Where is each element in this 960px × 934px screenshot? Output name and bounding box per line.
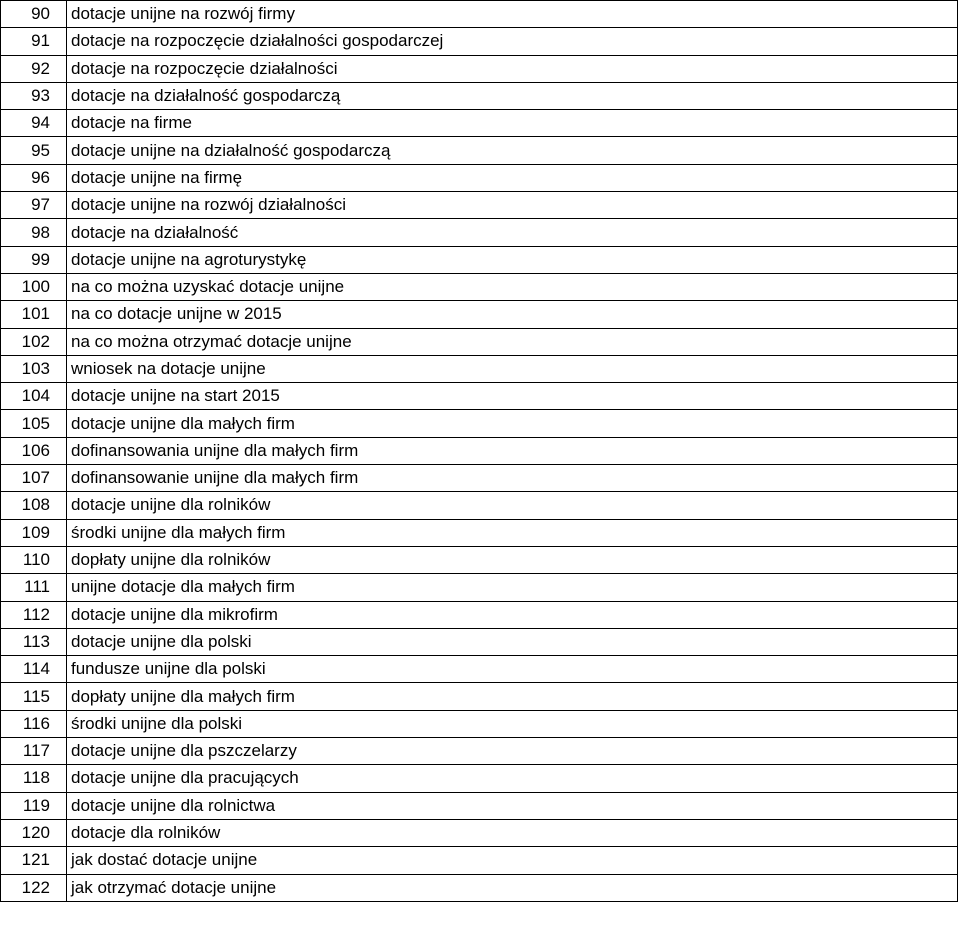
- table-row: [1, 656, 958, 683]
- keyword-cell: dotacje na firme: [67, 110, 958, 137]
- keyword-cell: środki unijne dla polski: [67, 710, 958, 737]
- table-row: [1, 874, 958, 901]
- row-number: 99: [1, 246, 67, 273]
- table-row: [1, 246, 958, 273]
- row-number: 114: [1, 656, 67, 683]
- row-number: 98: [1, 219, 67, 246]
- table-row: [1, 847, 958, 874]
- keyword-cell: dotacje unijne dla rolnictwa: [67, 792, 958, 819]
- keyword-cell: środki unijne dla małych firm: [67, 519, 958, 546]
- row-number: 105: [1, 410, 67, 437]
- table-row: [1, 437, 958, 464]
- row-number: 101: [1, 301, 67, 328]
- table-row: [1, 164, 958, 191]
- row-number: 93: [1, 82, 67, 109]
- keyword-cell: dotacje unijne dla pracujących: [67, 765, 958, 792]
- table-row: [1, 82, 958, 109]
- keyword-cell: unijne dotacje dla małych firm: [67, 574, 958, 601]
- table-row: [1, 355, 958, 382]
- row-number: 91: [1, 28, 67, 55]
- table-row: [1, 301, 958, 328]
- table-row: [1, 328, 958, 355]
- row-number: 102: [1, 328, 67, 355]
- row-number: 103: [1, 355, 67, 382]
- table-row: [1, 28, 958, 55]
- table-row: [1, 683, 958, 710]
- row-number: 109: [1, 519, 67, 546]
- table-row: [1, 273, 958, 300]
- table-row: [1, 765, 958, 792]
- table-row: [1, 574, 958, 601]
- row-number: 104: [1, 383, 67, 410]
- table-row: [1, 219, 958, 246]
- row-number: 95: [1, 137, 67, 164]
- keyword-cell: wniosek na dotacje unijne: [67, 355, 958, 382]
- row-number: 106: [1, 437, 67, 464]
- row-number: 108: [1, 492, 67, 519]
- keyword-cell: na co można uzyskać dotacje unijne: [67, 273, 958, 300]
- keyword-cell: dopłaty unijne dla rolników: [67, 546, 958, 573]
- row-number: 113: [1, 628, 67, 655]
- table-row: [1, 55, 958, 82]
- table-row: [1, 819, 958, 846]
- keyword-cell: dopłaty unijne dla małych firm: [67, 683, 958, 710]
- keyword-cell: dofinansowania unijne dla małych firm: [67, 437, 958, 464]
- table-row: [1, 710, 958, 737]
- keyword-cell: dotacje unijne dla małych firm: [67, 410, 958, 437]
- keyword-cell: na co dotacje unijne w 2015: [67, 301, 958, 328]
- row-number: 94: [1, 110, 67, 137]
- table-row: [1, 792, 958, 819]
- row-number: 122: [1, 874, 67, 901]
- row-number: 110: [1, 546, 67, 573]
- keyword-cell: dotacje unijne dla polski: [67, 628, 958, 655]
- keyword-table-body: [1, 1, 958, 902]
- row-number: 115: [1, 683, 67, 710]
- keyword-cell: dotacje na działalność gospodarczą: [67, 82, 958, 109]
- row-number: 111: [1, 574, 67, 601]
- keyword-cell: dotacje unijne dla pszczelarzy: [67, 738, 958, 765]
- keyword-cell: jak otrzymać dotacje unijne: [67, 874, 958, 901]
- table-row: [1, 383, 958, 410]
- row-number: 97: [1, 192, 67, 219]
- keyword-cell: dotacje unijne na start 2015: [67, 383, 958, 410]
- row-number: 120: [1, 819, 67, 846]
- row-number: 117: [1, 738, 67, 765]
- table-row: [1, 137, 958, 164]
- keyword-cell: dofinansowanie unijne dla małych firm: [67, 465, 958, 492]
- row-number: 121: [1, 847, 67, 874]
- keyword-cell: dotacje na rozpoczęcie działalności: [67, 55, 958, 82]
- keyword-cell: dotacje unijne dla mikrofirm: [67, 601, 958, 628]
- row-number: 107: [1, 465, 67, 492]
- table-row: [1, 601, 958, 628]
- keyword-cell: dotacje unijne na działalność gospodarczą: [67, 137, 958, 164]
- keyword-cell: dotacje dla rolników: [67, 819, 958, 846]
- table-row: [1, 492, 958, 519]
- keyword-cell: jak dostać dotacje unijne: [67, 847, 958, 874]
- table-row: [1, 628, 958, 655]
- row-number: 112: [1, 601, 67, 628]
- table-row: [1, 738, 958, 765]
- row-number: 100: [1, 273, 67, 300]
- keyword-cell: dotacje unijne na rozwój działalności: [67, 192, 958, 219]
- table-row: [1, 192, 958, 219]
- table-row: [1, 110, 958, 137]
- table-row: [1, 410, 958, 437]
- keyword-cell: dotacje unijne na agroturystykę: [67, 246, 958, 273]
- keyword-cell: dotacje unijne dla rolników: [67, 492, 958, 519]
- row-number: 96: [1, 164, 67, 191]
- row-number: 92: [1, 55, 67, 82]
- keyword-cell: dotacje na działalność: [67, 219, 958, 246]
- keyword-cell: dotacje unijne na rozwój firmy: [67, 1, 958, 28]
- row-number: 90: [1, 1, 67, 28]
- row-number: 119: [1, 792, 67, 819]
- table-row: [1, 519, 958, 546]
- keyword-cell: fundusze unijne dla polski: [67, 656, 958, 683]
- table-row: [1, 1, 958, 28]
- table-row: [1, 546, 958, 573]
- keyword-cell: na co można otrzymać dotacje unijne: [67, 328, 958, 355]
- keyword-cell: dotacje na rozpoczęcie działalności gospodarczej: [67, 28, 958, 55]
- table-row: [1, 465, 958, 492]
- row-number: 118: [1, 765, 67, 792]
- keyword-cell: dotacje unijne na firmę: [67, 164, 958, 191]
- row-number: 116: [1, 710, 67, 737]
